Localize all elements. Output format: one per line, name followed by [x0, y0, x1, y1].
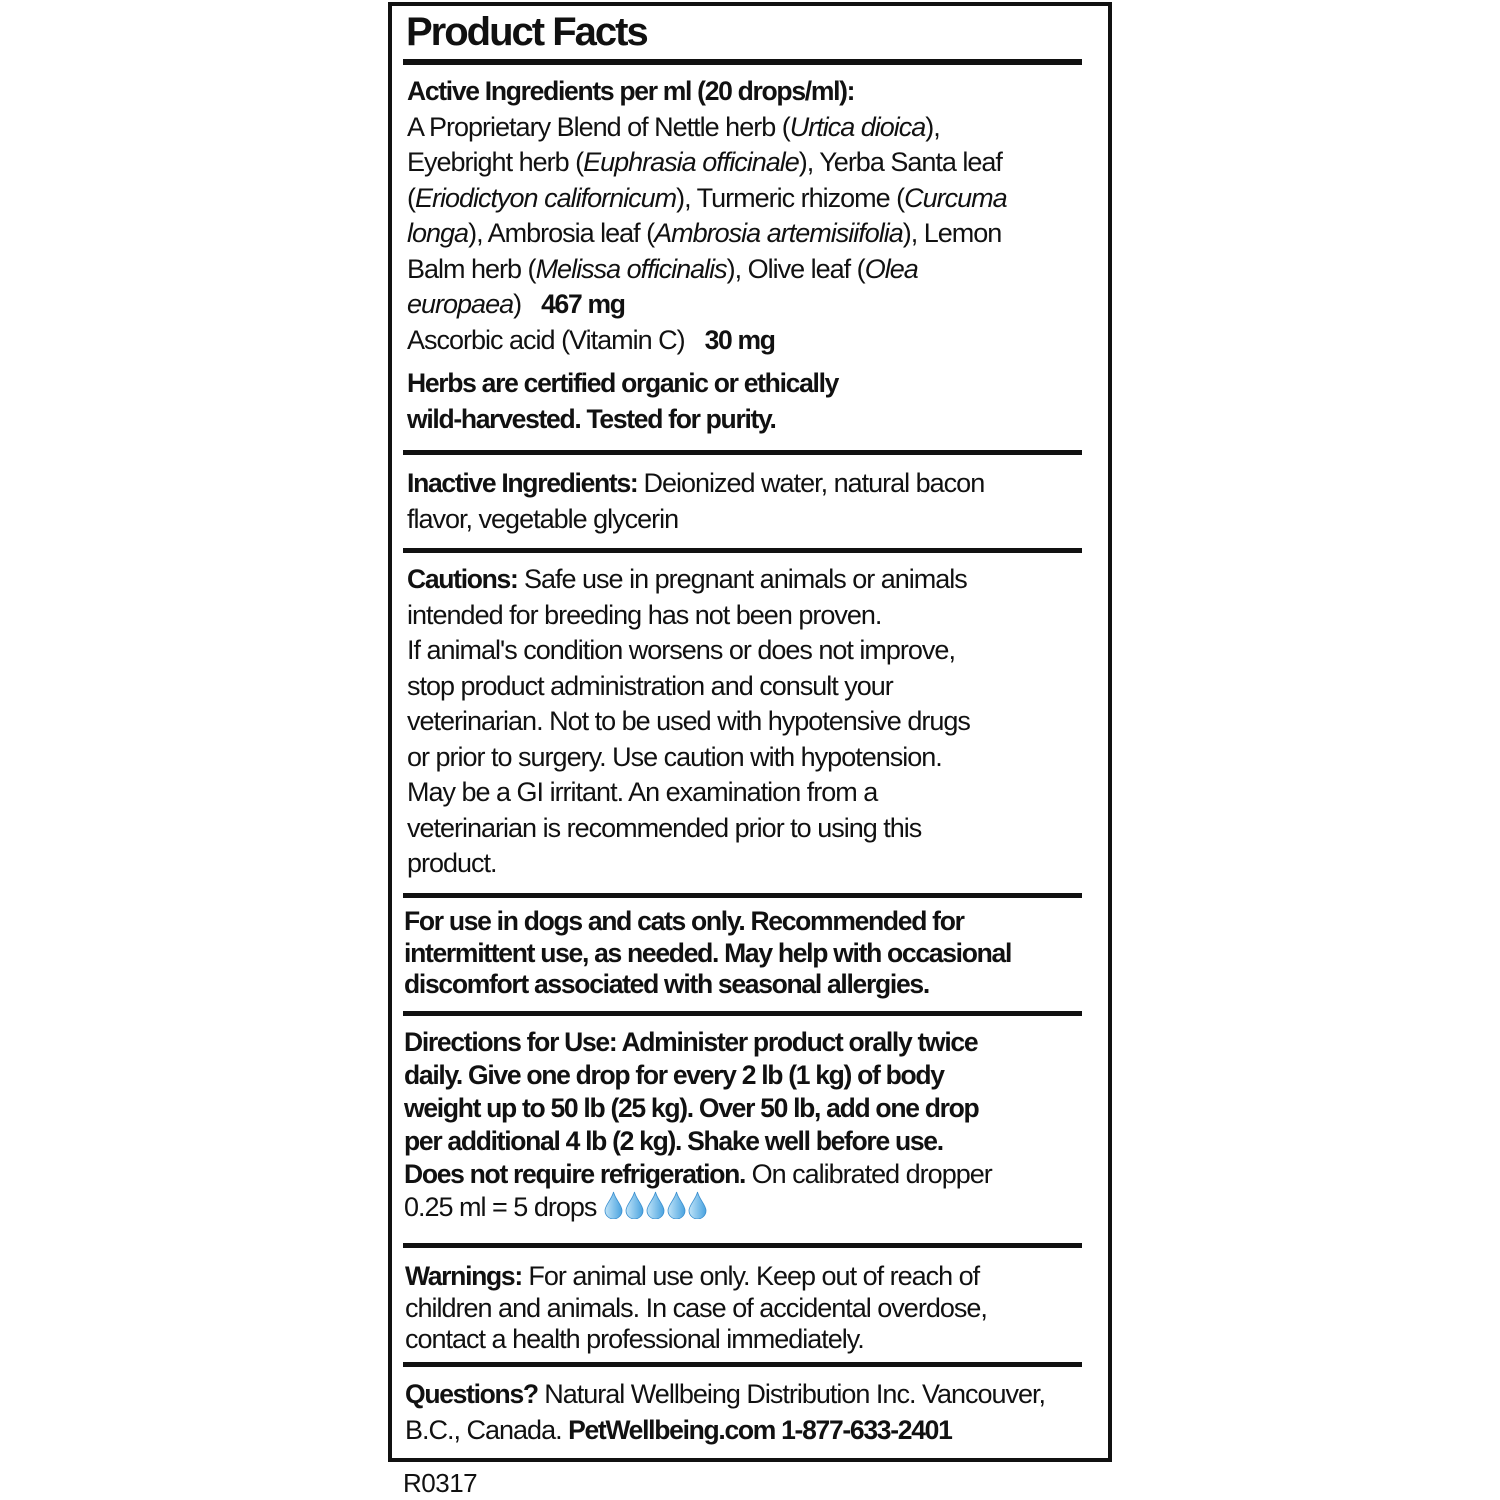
text-segment: A Proprietary Blend of Nettle herb (	[407, 111, 790, 142]
text-segment: Warnings:	[405, 1261, 522, 1291]
text-segment: ), Yerba Santa leaf	[798, 147, 1002, 177]
text-segment: Deionized water, natural bacon	[643, 468, 985, 498]
text-segment: veterinarian is recommended prior to using this	[407, 812, 922, 843]
text-line	[407, 252, 1087, 288]
text-segment: (	[407, 182, 415, 213]
text-line	[404, 938, 1084, 970]
text-segment: On calibrated dropper	[745, 1159, 992, 1189]
text-line	[407, 775, 1087, 811]
text-segment: Olea	[864, 253, 918, 284]
text-segment: Euphrasia officinale	[583, 147, 799, 177]
divider	[403, 893, 1082, 898]
text-line	[404, 1158, 1084, 1191]
text-segment: )	[513, 289, 522, 319]
divider	[403, 1243, 1082, 1248]
text-line	[407, 74, 1087, 110]
text-line	[404, 969, 1084, 1001]
text-line	[404, 1125, 1084, 1158]
text-segment: If animal's condition worsens or does not improve,	[407, 635, 955, 665]
text-segment: Inactive Ingredients:	[407, 468, 644, 498]
footer-code: R0317	[403, 1468, 478, 1498]
water-drop-icon	[667, 1191, 686, 1227]
text-line	[405, 1261, 1085, 1293]
text-segment: Questions?	[405, 1379, 538, 1409]
text-line	[405, 1324, 1085, 1356]
questions-section	[405, 1377, 1085, 1448]
text-segment: discomfort associated with seasonal allergies.	[404, 969, 929, 999]
inactive-ingredients-section	[407, 466, 1087, 537]
text-segment: Herbs are certified organic or ethically	[407, 368, 839, 398]
ingredient-amount-row	[407, 287, 1076, 323]
text-segment: wild-harvested. Tested for purity.	[407, 403, 776, 434]
drops-icon-group	[604, 1191, 707, 1227]
text-line	[407, 216, 1087, 252]
text-segment: Ascorbic acid (Vitamin C)	[407, 324, 685, 355]
text-line	[404, 1026, 1084, 1059]
usage-section	[404, 906, 1084, 1001]
text-segment: Curcuma	[904, 182, 1007, 213]
text-line	[407, 598, 1087, 634]
text-segment: May be a GI irritant. An examination from a	[407, 777, 878, 807]
text-segment: children and animals. In case of accidental overdose,	[405, 1292, 987, 1323]
text-segment: Cautions:	[407, 564, 518, 594]
text-line	[407, 110, 1087, 146]
text-segment: contact a health professional immediately.	[405, 1324, 864, 1354]
text-line	[407, 740, 1087, 776]
divider	[403, 1011, 1082, 1016]
ingredient-amount: 30 mg	[704, 324, 775, 355]
text-line	[407, 669, 1087, 705]
text-segment: For animal use only. Keep out of reach of	[521, 1261, 980, 1291]
text-line	[407, 633, 1087, 669]
text-segment: Safe use in pregnant animals or animals	[517, 564, 967, 594]
text-segment: ), Olive leaf (	[726, 253, 865, 284]
water-drop-icon	[688, 1191, 707, 1227]
text-segment: intermittent use, as needed. May help with occasional	[404, 937, 1012, 968]
text-line	[407, 145, 1087, 181]
divider	[403, 450, 1082, 455]
text-segment: B.C., Canada.	[405, 1414, 569, 1445]
text-line	[407, 502, 1087, 538]
ingredient-amount-row	[407, 323, 1076, 359]
warnings-section	[405, 1261, 1085, 1356]
text-segment: weight up to 50 lb (25 kg). Over 50 lb, add one drop	[404, 1093, 979, 1123]
text-segment: Active Ingredients per ml (20 drops/ml):	[407, 76, 855, 106]
text-line	[407, 466, 1087, 502]
text-segment: 0.25 ml = 5 drops	[404, 1192, 597, 1223]
text-segment: or prior to surgery. Use caution with hypotension.	[407, 741, 942, 772]
text-line	[405, 1377, 1085, 1413]
text-line	[407, 811, 1087, 847]
text-segment: daily. Give one drop for every 2 lb (1 kg) of body	[404, 1060, 944, 1090]
text-segment: longa	[407, 218, 469, 248]
text-segment: Melissa officinalis	[535, 253, 727, 284]
text-segment: ), Turmeric rhizome (	[676, 182, 905, 213]
text-line	[407, 181, 1087, 217]
text-segment: Balm herb (	[407, 253, 536, 284]
text-segment: Eriodictyon californicum	[415, 182, 677, 213]
text-segment: PetWellbeing.com 1-877-633-2401	[568, 1414, 952, 1445]
text-segment: Eyebright herb (	[407, 147, 584, 177]
text-line	[405, 1293, 1085, 1325]
water-drop-icon	[604, 1191, 623, 1227]
water-drop-icon	[625, 1191, 644, 1227]
text-segment: stop product administration and consult your	[407, 670, 893, 701]
directions-section	[404, 1026, 1084, 1224]
active-ingredients-section	[407, 74, 1087, 437]
text-segment: Natural Wellbeing Distribution Inc. Vancouver,	[537, 1379, 1046, 1409]
divider	[403, 548, 1082, 553]
text-line	[404, 1191, 1084, 1224]
text-segment: ), Ambrosia leaf (	[468, 218, 655, 248]
text-line	[407, 366, 1087, 402]
text-segment: product.	[407, 848, 497, 878]
text-line	[407, 846, 1087, 882]
divider	[403, 1362, 1082, 1367]
text-line	[404, 1092, 1084, 1125]
text-segment: intended for breeding has not been proven.	[407, 599, 882, 630]
page-title: Product Facts	[406, 10, 647, 54]
text-segment: veterinarian. Not to be used with hypotensive drugs	[407, 706, 970, 736]
text-segment: Directions for Use: Administer product orally twice	[404, 1027, 978, 1057]
ingredient-amount: 467 mg	[541, 289, 625, 319]
text-line	[407, 562, 1087, 598]
text-line	[405, 1413, 1085, 1449]
text-line	[407, 358, 1087, 366]
text-segment: europaea	[407, 289, 514, 319]
text-segment: Does not require refrigeration.	[404, 1159, 746, 1189]
cautions-section	[407, 562, 1087, 882]
text-segment: For use in dogs and cats only. Recommended for	[404, 906, 964, 936]
text-line	[404, 1059, 1084, 1092]
water-drop-icon	[646, 1191, 665, 1227]
text-line	[407, 704, 1087, 740]
text-segment: Ambrosia artemisiifolia	[654, 218, 903, 248]
text-segment: ),	[925, 111, 940, 142]
divider	[403, 59, 1082, 65]
text-segment: flavor, vegetable glycerin	[407, 503, 679, 534]
text-segment: per additional 4 lb (2 kg). Shake well before use.	[404, 1126, 943, 1156]
text-line	[404, 906, 1084, 938]
text-segment: Urtica dioica	[789, 111, 926, 142]
text-segment: ), Lemon	[902, 218, 1002, 248]
text-line	[407, 402, 1087, 438]
